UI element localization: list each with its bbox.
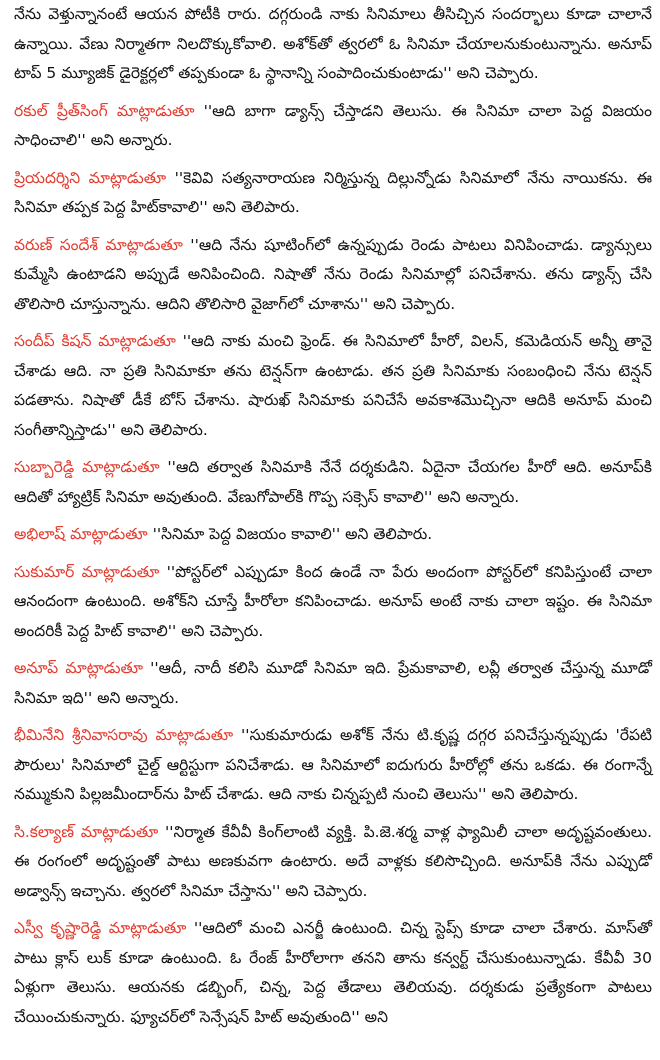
- speaker-name: ప్రియదర్శిని మాట్లాడుతూ: [14, 168, 167, 187]
- speaker-name: ఎస్వీ కృష్ణారెడ్డి మాట్లాడుతూ: [14, 919, 187, 937]
- quote-text: ''ఆది తర్వాత సినిమాకి నేనే దర్శకుడిని. ఏదైనా చేయగల హీరో ఆది. అనూప్‌కి ఆదితో హ్యాట్రిక్ సినిమా అవుతుంది. వేణుగోపాల్‌కి గొప్ప సక్సెస్ కావాలి'' అని అన్నారు.: [14, 458, 652, 506]
- speaker-name: అభిలాష్ మాట్లాడుతూ: [14, 525, 148, 543]
- speaker-paragraph: [14, 558, 652, 647]
- speaker-name: సందీప్ కిషన్ మాట్లాడుతూ: [14, 332, 176, 350]
- speaker-name: వరుణ్ సందేశ్ మాట్లాడుతూ: [14, 235, 183, 254]
- quote-text: ''ఆది నేను షూటింగ్‌లో ఉన్నప్పుడు రెండు పాటలు వినిపించాడు. డ్యాన్సులు కుమ్మేసి ఉంటాడని అప్పుడే అనిపించింది. నిషాతో నేను రెండు సినిమాల్లో పనిచేశాను. తను డ్యాన్స్ చేసి తొలిసారి చూస్తున్నాను. ఆదిని తొలిసారి వైజాగ్‌లో చూశాను'' అని చెప్పారు.: [14, 235, 652, 313]
- speaker-paragraph: [14, 97, 652, 156]
- quote-text: ''నిర్మాత కేవీవీ కింగ్‌లాంటి వ్యక్తి. పి.జె.శర్మ వాళ్ల ఫ్యామిలీ చాలా అదృష్టవంతులు. ఈ రంగంలో అదృష్టంతో పాటు అణకువగా ఉంటారు. అదే వాళ్లకు కలిసొచ్చింది. అనూప్‌కి నేను ఎప్పుడో అడ్వాన్స్ ఇచ్చాను. త్వరలో సినిమా చేస్తాను'' అని చెప్పారు.: [14, 822, 652, 900]
- speaker-paragraph: [14, 654, 652, 713]
- quote-text: ''సుకుమారుడు అశోక్ నేను టి.కృష్ణ దగ్గర పనిచేస్తున్నప్పుడు 'రేపటి పౌరులు' సినిమాలో చైల్డ్ ఆర్టిస్టుగా పనిచేశాడు. ఆ సినిమాలో ఐదుగురు హీరోల్లో తను ఒకడు. ఈ రంగాన్నే నమ్ముకుని పిల్లజమీందార్‌ను హిట్ చేశాడు. ఆది నాకు చిన్నప్పటి నుంచి తెలుసు'' అని తెలిపారు.: [14, 726, 652, 803]
- speaker-name: సుబ్బారెడ్డి మాట్లాడుతూ: [14, 458, 160, 476]
- speaker-name: భీమినేని శ్రీనివాసరావు మాట్లాడుతూ: [14, 726, 234, 744]
- quote-text: ''పోస్టర్‌లో ఎప్పుడూ కింద ఉండే నా పేరు అందంగా పోస్టర్‌లో కనిపిస్తుంటే చాలా ఆనందంగా ఉంటుంది. అశోక్‌ని చూస్తే హీరోలా కనిపించాడు. అనూప్ అంటే నాకు చాలా ఇష్టం. ఈ సినిమా అందరికీ పెద్ద హిట్ కావాలి'' అని చెప్పారు.: [14, 562, 652, 640]
- quote-text: ''ఆదీ, నాదీ కలిసి మూడో సినిమా ఇది. ప్రేమకావాలి, లవ్లీ తర్వాత చేస్తున్న మూడో సినిమా ఇది'' అని అన్నారు.: [14, 659, 652, 707]
- speaker-name: రకుల్ ప్రీత్‌సింగ్ మాట్లాడుతూ: [14, 101, 195, 120]
- quote-text: ''ఆది నాకు మంచి ఫ్రెండ్. ఈ సినిమాలో హీరో, విలన్, కమెడియన్ అన్నీ తానై చేశాడు ఆది. నా ప్రతి సినిమాకూ తను టెన్షన్‌గా ఉంటాడు. తన ప్రతి సినిమాకు సంబంధించి నేను టెన్షన్ పడతాను. నిషాతో డీకే బోస్ చేశాను. షారుఖ్ సినిమాకు పనిచేసే అవకాశమొచ్చినా ఆదికి అనూప్ మంచి సంగీతాన్నిస్తాడు'' అని తెలిపారు.: [14, 332, 652, 439]
- speaker-paragraph: [14, 914, 652, 1032]
- quote-text: ''సినిమా పెద్ద విజయం కావాలి'' అని తెలిపారు.: [147, 525, 433, 543]
- speaker-paragraph: [14, 520, 652, 550]
- speaker-paragraph: [14, 453, 652, 512]
- speaker-paragraph: [14, 818, 652, 907]
- speaker-name: అనూప్ మాట్లాడుతూ: [14, 659, 143, 677]
- speaker-paragraph: [14, 721, 652, 810]
- intro-paragraph: నేను వెళ్తున్నానంటే ఆయన పోటీకి రారు. దగ్గరుండి నాకు సినిమాలు తీసిచ్చిన సందర్భాలు కూడా చాలానే ఉన్నాయి. వేణు నిర్మాతగా నిలదొక్కుకోవాలి. అశోక్‌తో త్వరలో ఓ సినిమా చేయాలనుకుంటున్నాను. అనూప్ టాప్ 5 మ్యూజిక్ డైరెక్టర్లలో తప్పకుండా ఓ స్థానాన్ని సంపాదించుకుంటాడు'' అని చెప్పారు.: [14, 5, 652, 82]
- quote-text: ''కెవివి సత్యనారాయణ నిర్మిస్తున్న దిల్లున్నోడు సినిమాలో నేను నాయికను. ఈ సినిమా తప్పక పెద్ద హిట్‌కావాలి'' అని తెలిపారు.: [14, 168, 652, 216]
- speaker-paragraph: [14, 327, 652, 445]
- speaker-paragraphs: [14, 97, 652, 1033]
- speaker-paragraph: [14, 164, 652, 223]
- speaker-paragraph: [14, 231, 652, 320]
- quote-text: ''ఆదిలో మంచి ఎనర్జీ ఉంటుంది. చిన్న స్టెప్స్ కూడా చాలా చేశారు. మాస్‌తో పాటు క్లాస్ లుక్ కూడా ఉంటుంది. ఓ రేంజ్ హీరోలాగా తనని తాను కన్వర్ట్ చేసుకుంటున్నాడు. కేవీవీ 30 ఏళ్లుగా తెలుసు. ఆయనకు డబ్బింగ్, చిన్న, పెద్ద తేడాలు తెలియవు. దర్శకుడు ప్రత్యేకంగా పాటలు చేయించుకున్నారు. ఫ్యూచర్‌లో సెన్సేషన్ హిట్ అవుతుంది'' అని: [14, 919, 652, 1026]
- speaker-name: సి.కల్యాణ్ మాట్లాడుతూ: [14, 822, 159, 841]
- speaker-name: సుకుమార్ మాట్లాడుతూ: [14, 562, 160, 581]
- quote-text: ''ఆది బాగా డ్యాన్స్ చేస్తాడని తెలుసు. ఈ సినిమా చాలా పెద్ద విజయం సాధించాలి'' అని అన్నారు.: [14, 101, 652, 149]
